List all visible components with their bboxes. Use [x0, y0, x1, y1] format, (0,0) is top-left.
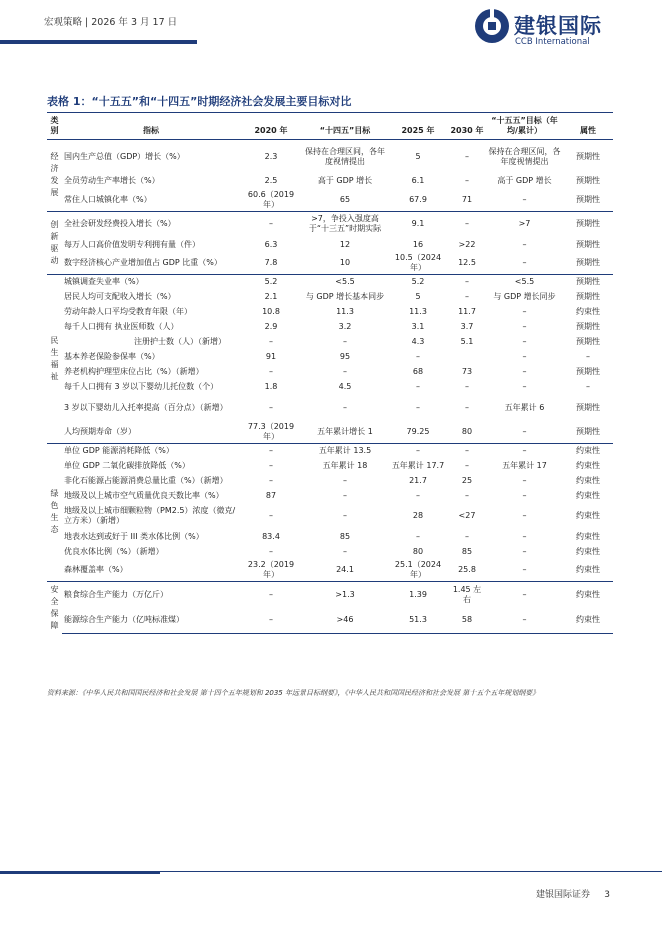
- cell-2020: –: [269, 511, 273, 520]
- cell-2025: 五年累计 17.7: [391, 460, 445, 470]
- cell-2030: 80: [461, 426, 473, 436]
- table-row: [47, 473, 613, 488]
- indicator-cell: [62, 488, 240, 503]
- table-row: [47, 290, 613, 305]
- cell-14th-fyp: –: [343, 402, 347, 412]
- cell-14th-fyp: >1.3: [302, 582, 388, 608]
- cell-14th-fyp: >7，争投入强度高于“十三五”时期实际: [302, 211, 388, 237]
- table-row: [47, 305, 613, 320]
- indicator-cell: [62, 140, 240, 174]
- table-header-row: [47, 113, 613, 140]
- cell-2030: –: [465, 292, 469, 301]
- cell-2020: 23.2（2019 年）: [247, 560, 295, 579]
- table-row: [47, 488, 613, 503]
- table-row: [47, 252, 613, 275]
- cell-15th-fyp: –: [522, 322, 527, 331]
- indicator-cell: [62, 335, 240, 350]
- cell-2025: –: [416, 352, 420, 361]
- header-2020: 2020 年: [240, 113, 302, 140]
- cell-14th-fyp: 五年累计 13.5: [302, 443, 388, 458]
- indicator-label: 劳动年龄人口平均受教育年限（年）: [64, 307, 192, 316]
- cell-15th-fyp: –: [522, 531, 527, 541]
- indicator-label: 能源综合生产能力（亿吨标准煤）: [64, 615, 184, 625]
- cell-15th-fyp: –: [522, 475, 527, 485]
- cell-2020: 10.8: [262, 307, 280, 316]
- cell-attribute: –: [586, 382, 590, 391]
- table-row: [47, 140, 613, 174]
- indicator-cell: [62, 237, 240, 252]
- cell-2025: 5: [388, 140, 448, 174]
- table-row: [47, 211, 613, 237]
- cell-14th-fyp: 12: [339, 239, 351, 249]
- indicator-label: 非化石能源占能源消费总量比重（%）（新增）: [64, 475, 228, 485]
- indicator-cell: [62, 608, 240, 634]
- indicator-label: 森林覆盖率（%）: [64, 565, 128, 574]
- cell-2020: 91: [265, 352, 277, 361]
- table-row: [47, 335, 613, 350]
- cell-attribute: 预期性: [576, 292, 600, 301]
- indicator-label: 基本养老保险参保率（%）: [64, 352, 160, 361]
- cell-2025: 9.1: [388, 211, 448, 237]
- cell-15th-fyp: 保持在合理区间，各年度视情提出: [486, 140, 563, 174]
- ccb-logo-icon: [474, 8, 510, 44]
- cell-15th-fyp: –: [522, 426, 527, 436]
- cell-2030: >22: [458, 239, 476, 249]
- table-row: [47, 544, 613, 559]
- cell-15th-fyp: –: [522, 546, 527, 556]
- cell-14th-fyp: –: [343, 490, 347, 500]
- indicator-cell: [62, 189, 240, 212]
- table-row: [47, 582, 613, 608]
- header-2030: 2030 年: [448, 113, 486, 140]
- cell-14th-fyp: –: [343, 337, 347, 346]
- cell-15th-fyp: –: [522, 194, 527, 204]
- cell-2030: –: [465, 382, 469, 391]
- cell-attribute: 约束性: [563, 443, 613, 458]
- cell-2030: 73: [461, 367, 473, 376]
- indicator-prefix: 每千人口拥有: [64, 322, 112, 331]
- cell-2025: –: [416, 382, 420, 391]
- cell-attribute: 预期性: [563, 211, 613, 237]
- cell-2030: 25: [461, 475, 473, 485]
- cell-2030: –: [465, 531, 469, 541]
- cell-2030: 12.5: [458, 258, 476, 267]
- indicator-label: 城镇调查失业率（%）: [64, 277, 144, 287]
- cell-attribute: 预期性: [576, 258, 600, 267]
- cell-14th-fyp: <5.5: [302, 275, 388, 290]
- indicator-cell: [62, 365, 240, 380]
- indicator-cell: [62, 443, 240, 458]
- cell-2020: 87: [265, 490, 277, 500]
- indicator-cell: [62, 473, 240, 488]
- cell-2020: –: [269, 337, 273, 346]
- header-2025: 2025 年: [388, 113, 448, 140]
- cell-15th-fyp: –: [522, 490, 527, 500]
- cell-2020: –: [240, 443, 302, 458]
- cell-2020: –: [240, 211, 302, 237]
- cell-15th-fyp: –: [522, 367, 527, 376]
- cell-2020: 6.3: [264, 239, 278, 249]
- cell-14th-fyp: 高于 GDP 增长: [317, 176, 373, 185]
- header-left-text: 宏观策略 | 2026 年 3 月 17 日: [44, 17, 178, 28]
- page-number: 3: [604, 890, 610, 900]
- cell-2030: 3.7: [460, 322, 474, 331]
- cell-15th-fyp: 高于 GDP 增长: [497, 176, 552, 185]
- cell-attribute: 约束性: [576, 460, 600, 470]
- cell-2020: 2.9: [264, 322, 278, 331]
- cell-14th-fyp: –: [343, 367, 347, 376]
- cell-2030: –: [448, 443, 486, 458]
- cell-2025: 79.25: [406, 426, 430, 436]
- cell-14th-fyp: 85: [339, 531, 351, 541]
- cell-attribute: 预期性: [576, 402, 600, 412]
- cell-14th-fyp: 五年累计 18: [322, 460, 368, 470]
- table-row: [47, 443, 613, 458]
- indicator-label: 地表水达到或好于 III 类水体比例（%）: [64, 531, 204, 541]
- cell-14th-fyp: –: [343, 546, 347, 556]
- indicator-cell: [62, 458, 240, 473]
- cell-2030: 25.8: [458, 565, 476, 574]
- cell-14th-fyp: 95: [339, 352, 351, 361]
- cell-2025: 28: [412, 511, 424, 520]
- cell-2030: 71: [461, 194, 473, 204]
- cell-15th-fyp: –: [522, 352, 527, 361]
- table-row: [47, 174, 613, 189]
- cell-2025: –: [416, 490, 420, 500]
- indicator-cell: [62, 503, 240, 529]
- indicator-cell: [62, 350, 240, 365]
- cell-2025: –: [416, 402, 420, 412]
- indicator-label: 注册护士数（人）（新增）: [134, 337, 226, 346]
- indicator-label: 养老机构护理型床位占比（%）（新增）: [64, 367, 204, 376]
- category-label: 创新驱动: [50, 219, 59, 265]
- cell-2025: 16: [412, 239, 424, 249]
- cell-15th-fyp: 五年累计 6: [504, 402, 545, 412]
- indicator-label: 3 岁以下婴幼儿入托率提高（百分点）（新增）: [64, 402, 228, 412]
- header-text: [44, 14, 177, 28]
- cell-2020: 5.2: [240, 275, 302, 290]
- cell-2030: –: [465, 176, 469, 185]
- indicator-label: 地级及以上城市空气质量优良天数比率（%）: [64, 490, 224, 500]
- cell-14th-fyp: 五年累计增长 1: [317, 426, 373, 436]
- category-label: 经济发展: [50, 152, 59, 198]
- cell-attribute: 预期性: [576, 239, 600, 249]
- table-body: [47, 140, 613, 634]
- indicator-cell: [62, 529, 240, 544]
- table-row: [47, 237, 613, 252]
- indicator-label: 居民人均可支配收入增长（%）: [64, 292, 176, 301]
- cell-attribute: 约束性: [576, 475, 600, 485]
- cell-15th-fyp: –: [522, 337, 527, 346]
- cell-15th-fyp: –: [522, 511, 527, 520]
- cell-2020: 83.4: [262, 531, 280, 541]
- indicator-cell: [62, 174, 240, 189]
- source-note: 资料来源：《中华人民共和国国民经济和社会发展 第十四个五年规划和 2035 年远景目标纲要》，《中华人民共和国国民经济和社会发展 第十五个五年规划纲要》: [47, 689, 540, 697]
- cell-2030: –: [448, 211, 486, 237]
- company-logo: [474, 8, 624, 48]
- indicator-label: 优良水体比例（%）（新增）: [64, 546, 164, 556]
- cell-attribute: 约束性: [576, 546, 600, 556]
- header-15th-fyp: “十五五”目标（年均/累计）: [486, 113, 563, 140]
- cell-2025: 80: [412, 546, 424, 556]
- indicator-label: 常住人口城镇化率（%）: [64, 194, 152, 204]
- indicator-cell: [62, 395, 240, 421]
- cell-2025: 5: [415, 292, 421, 301]
- table-row: [47, 559, 613, 582]
- cell-14th-fyp: –: [343, 475, 347, 485]
- indicator-label: 单位 GDP 二氧化碳排放降低（%）: [64, 460, 190, 470]
- table-row: [47, 503, 613, 529]
- cell-2030: <27: [458, 511, 476, 520]
- cell-2025: 10.5（2024 年）: [394, 253, 442, 272]
- cell-attribute: 约束性: [576, 307, 600, 316]
- header-category: 类别: [47, 113, 62, 140]
- cell-attribute: 预期性: [563, 275, 613, 290]
- cell-2025: –: [388, 443, 448, 458]
- cell-2020: –: [240, 608, 302, 634]
- cell-2030: –: [465, 460, 469, 470]
- cell-2025: 1.39: [388, 582, 448, 608]
- cell-attribute: 约束性: [563, 582, 613, 608]
- table-row: [47, 189, 613, 212]
- cell-15th-fyp: –: [522, 239, 527, 249]
- cell-15th-fyp: –: [486, 608, 563, 634]
- cell-2020: 2.1: [264, 292, 278, 301]
- cell-2025: 21.7: [409, 475, 427, 485]
- cell-2030: 5.1: [460, 337, 474, 346]
- cell-attribute: –: [586, 352, 590, 361]
- indicator-label: 人均预期寿命（岁）: [64, 426, 136, 436]
- cell-attribute: 约束性: [576, 531, 600, 541]
- cell-2020: –: [269, 367, 273, 376]
- cell-2020: 60.6（2019 年）: [247, 189, 295, 209]
- cell-2020: –: [269, 475, 273, 485]
- indicator-label: 全员劳动生产率增长（%）: [64, 176, 160, 185]
- logo-chinese-name: 建银国际: [514, 14, 602, 38]
- indicator-label: 国内生产总值（GDP）增长（%）: [64, 151, 185, 161]
- cell-14th-fyp: 10: [339, 258, 351, 267]
- cell-2030: –: [465, 402, 469, 412]
- cell-2025: 51.3: [388, 608, 448, 634]
- cell-attribute: 预期性: [576, 337, 600, 346]
- cell-attribute: 预期性: [576, 322, 600, 331]
- cell-15th-fyp: <5.5: [486, 275, 563, 290]
- table-row: [47, 320, 613, 335]
- cell-2030: –: [465, 490, 469, 500]
- indicator-cell: [62, 544, 240, 559]
- header-14th-fyp: “十四五”目标: [302, 113, 388, 140]
- cell-attribute: 约束性: [576, 511, 600, 520]
- category-cell: [47, 582, 62, 634]
- cell-15th-fyp: 与 GDP 增长同步: [493, 292, 556, 301]
- category-label: 民生福祉: [50, 335, 59, 381]
- category-label: 绿色生态: [50, 489, 59, 535]
- table-row: [47, 529, 613, 544]
- indicator-label: 每万人口高价值发明专利拥有量（件）: [64, 239, 200, 249]
- cell-15th-fyp: –: [522, 565, 527, 574]
- cell-15th-fyp: –: [486, 582, 563, 608]
- cell-attribute: 预期性: [576, 176, 600, 185]
- cell-15th-fyp: –: [522, 382, 527, 391]
- cell-attribute: 约束性: [576, 565, 600, 574]
- indicator-cell: [62, 582, 240, 608]
- cell-2025: –: [416, 531, 420, 541]
- indicator-cell: [62, 421, 240, 444]
- indicator-cell: [62, 290, 240, 305]
- cell-attribute: 预期性: [576, 194, 600, 204]
- table-row: [47, 421, 613, 444]
- cell-2030: [448, 350, 486, 365]
- header-indicator: 指标: [62, 113, 240, 140]
- cell-2025: 67.9: [409, 194, 427, 204]
- cell-14th-fyp: 3.2: [338, 322, 352, 331]
- cell-2025: 25.1（2024 年）: [394, 560, 442, 579]
- indicator-label: 全社会研发经费投入增长（%）: [64, 219, 176, 229]
- cell-2030: 58: [448, 608, 486, 634]
- indicator-cell: [62, 275, 240, 290]
- indicator-cell: [62, 559, 240, 582]
- cell-14th-fyp: 24.1: [336, 565, 354, 574]
- cell-15th-fyp: –: [486, 443, 563, 458]
- cell-2020: –: [269, 546, 273, 556]
- table-row: [47, 365, 613, 380]
- indicator-label: 执业医师数（人）: [114, 322, 179, 331]
- table-row: [47, 350, 613, 365]
- cell-2020: –: [269, 402, 273, 412]
- indicator-cell: [62, 252, 240, 275]
- category-cell: [47, 211, 62, 275]
- table-row: [47, 380, 613, 395]
- footer-company: 建银国际证券: [535, 890, 590, 900]
- cell-15th-fyp: 五年累计 17: [502, 460, 547, 470]
- cell-2030: –: [448, 140, 486, 174]
- indicator-label: 粮食综合生产能力（万亿斤）: [64, 589, 168, 599]
- targets-table: [47, 112, 613, 634]
- indicator-cell: [62, 211, 240, 237]
- indicator-label: 单位 GDP 能源消耗降低（%）: [64, 445, 174, 455]
- indicator-label: 数字经济核心产业增加值占 GDP 比重（%）: [64, 258, 222, 267]
- cell-2030: –: [448, 275, 486, 290]
- cell-15th-fyp: –: [522, 258, 527, 267]
- cell-14th-fyp: 4.5: [338, 382, 352, 391]
- cell-2025: 5.2: [388, 275, 448, 290]
- indicator-cell: [62, 380, 240, 395]
- cell-2025: 68: [412, 367, 424, 376]
- logo-english-name: CCB International: [515, 37, 590, 47]
- cell-14th-fyp: 与 GDP 增长基本同步: [305, 292, 385, 301]
- cell-attribute: 预期性: [563, 140, 613, 174]
- cell-2020: –: [240, 582, 302, 608]
- cell-2025: 3.1: [411, 322, 425, 331]
- cell-2020: 77.3（2019 年）: [247, 421, 295, 441]
- table-row: [47, 275, 613, 290]
- cell-2020: 1.8: [264, 382, 278, 391]
- category-cell: [47, 275, 62, 444]
- cell-attribute: 约束性: [576, 490, 600, 500]
- cell-2025: 11.3: [409, 307, 427, 316]
- cell-attribute: 预期性: [576, 367, 600, 376]
- cell-15th-fyp: –: [522, 307, 527, 316]
- header-accent-bar: [0, 40, 197, 44]
- cell-14th-fyp: 11.3: [336, 307, 354, 316]
- category-label: 安全保障: [50, 584, 59, 630]
- cell-14th-fyp: 65: [339, 194, 351, 204]
- table-title: 表格 1：“十五五”和“十四五”时期经济社会发展主要目标对比: [47, 95, 352, 108]
- cell-14th-fyp: >46: [302, 608, 388, 634]
- cell-2030: 1.45 左右: [448, 582, 486, 608]
- cell-14th-fyp: 保持在合理区间，各年度视情提出: [302, 140, 388, 174]
- cell-attribute: 约束性: [563, 608, 613, 634]
- cell-2025: 6.1: [411, 176, 425, 185]
- indicator-label: 地级及以上城市细颗粒物（PM2.5）浓度（微克/立方米）（新增）: [64, 506, 236, 525]
- indicator-cell: [62, 305, 240, 320]
- cell-2020: 2.5: [264, 176, 278, 185]
- cell-2020: 2.3: [240, 140, 302, 174]
- footer: [536, 887, 610, 900]
- header-attribute: 属性: [563, 113, 613, 140]
- cell-2030: 85: [461, 546, 473, 556]
- category-cell: [47, 443, 62, 582]
- cell-2030: 11.7: [458, 307, 476, 316]
- indicator-label: 每千人口拥有 3 岁以下婴幼儿托位数（个）: [64, 382, 219, 391]
- cell-2020: –: [269, 460, 273, 470]
- cell-2020: 7.8: [264, 258, 278, 267]
- category-cell: [47, 140, 62, 212]
- indicator-cell: [62, 320, 240, 335]
- table-row: [47, 608, 613, 634]
- cell-attribute: 预期性: [576, 426, 600, 436]
- table-row: [47, 395, 613, 421]
- cell-14th-fyp: –: [343, 511, 347, 520]
- footer-accent-bar: [0, 872, 160, 874]
- table-row: [47, 458, 613, 473]
- cell-15th-fyp: >7: [486, 211, 563, 237]
- cell-2025: 4.3: [411, 337, 425, 346]
